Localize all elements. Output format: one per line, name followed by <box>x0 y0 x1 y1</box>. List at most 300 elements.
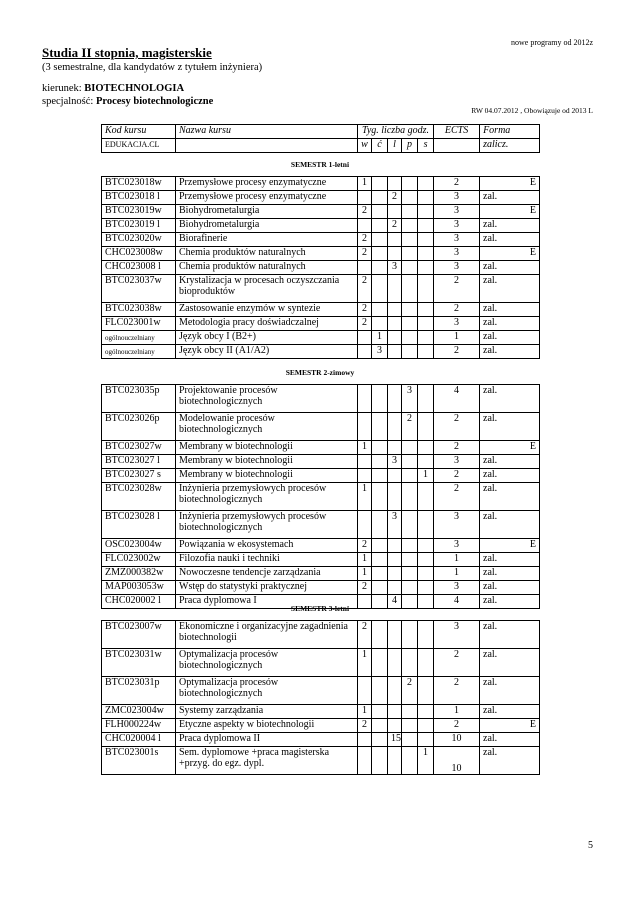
hours-p <box>402 177 418 191</box>
course-code: BTC023028 l <box>102 511 176 539</box>
ects-value: 3 <box>434 621 480 649</box>
hours-l <box>388 317 402 331</box>
semester-title: SEMESTR 2-zimowy <box>285 368 355 377</box>
hours-w: 1 <box>358 553 372 567</box>
hours-s <box>418 331 434 345</box>
hours-l: 4 <box>388 595 402 609</box>
hours-l <box>388 621 402 649</box>
course-name: Chemia produktów naturalnych <box>176 261 358 275</box>
course-name: Praca dyplomowa II <box>176 733 358 747</box>
semester-table <box>101 384 540 609</box>
rw-note: RW 04.07.2012 , Obowiązuje od 2013 L <box>471 106 593 115</box>
hours-p <box>402 219 418 233</box>
hours-w: 2 <box>358 621 372 649</box>
hours-p <box>402 747 418 775</box>
table-row <box>102 441 540 455</box>
ects-value: 1 <box>434 567 480 581</box>
ects-value: 2 <box>434 275 480 303</box>
ects-value: 2 <box>434 177 480 191</box>
table-row <box>102 413 540 441</box>
header-tyg: Tyg. liczba godz. <box>358 125 434 139</box>
hours-l <box>388 303 402 317</box>
table-row <box>102 511 540 539</box>
forma-cell <box>480 719 540 733</box>
hours-s <box>418 205 434 219</box>
table-row <box>102 261 540 275</box>
hours-l <box>388 747 402 775</box>
forma-value: zal. <box>483 345 498 356</box>
hours-s <box>418 385 434 413</box>
table-row <box>102 483 540 511</box>
hours-s <box>418 567 434 581</box>
hours-w <box>358 455 372 469</box>
table-row <box>102 649 540 677</box>
forma-cell <box>480 621 540 649</box>
semester-title: SEMESTR 3-letni <box>290 604 350 613</box>
hours-l: 2 <box>388 219 402 233</box>
ects-value: 3 <box>434 455 480 469</box>
table-row <box>102 705 540 719</box>
hours-l <box>388 413 402 441</box>
hours-l: 3 <box>388 511 402 539</box>
forma-cell <box>480 317 540 331</box>
hours-p <box>402 261 418 275</box>
header-nazwa: Nazwa kursu <box>176 125 358 139</box>
hours-l: 2 <box>388 191 402 205</box>
forma-cell <box>480 581 540 595</box>
table-row <box>102 733 540 747</box>
forma-cell <box>480 275 540 303</box>
hours-w: 2 <box>358 317 372 331</box>
ects-value: 10 <box>434 733 480 747</box>
course-code: BTC023031w <box>102 649 176 677</box>
ects-value: 3 <box>434 317 480 331</box>
hours-w <box>358 511 372 539</box>
ects-value: 2 <box>434 677 480 705</box>
ects-value: 3 <box>434 233 480 247</box>
hours-c <box>372 539 388 553</box>
hours-p <box>402 331 418 345</box>
course-name: Przemysłowe procesy enzymatyczne <box>176 191 358 205</box>
hours-c <box>372 705 388 719</box>
specjalnosc-line <box>42 96 213 107</box>
hours-p <box>402 345 418 359</box>
hours-w <box>358 345 372 359</box>
hours-c <box>372 621 388 649</box>
hours-s <box>418 483 434 511</box>
hours-s <box>418 191 434 205</box>
forma-value: zal. <box>483 483 498 494</box>
forma-cell <box>480 705 540 719</box>
course-name: Krystalizacja w procesach oczyszczania bioproduktów <box>176 275 358 303</box>
table-row <box>102 385 540 413</box>
forma-value: zal. <box>483 413 498 424</box>
hours-l <box>388 385 402 413</box>
hours-l <box>388 677 402 705</box>
course-code: ZMC023004w <box>102 705 176 719</box>
hours-p <box>402 205 418 219</box>
specjalnosc-label: specjalność: <box>42 96 96 107</box>
course-code: CHC023008w <box>102 247 176 261</box>
course-code: BTC023031p <box>102 677 176 705</box>
forma-cell <box>480 219 540 233</box>
kierunek-line <box>42 83 184 94</box>
hours-c <box>372 177 388 191</box>
forma-cell <box>480 177 540 191</box>
hours-s: 1 <box>418 747 434 775</box>
course-name: Optymalizacja procesów biotechnologicznych <box>176 649 358 677</box>
hours-w: 2 <box>358 275 372 303</box>
course-code: CHC020004 l <box>102 733 176 747</box>
exam-mark: E <box>529 441 536 452</box>
header-s: s <box>418 139 434 153</box>
ects-value: 10 <box>434 747 480 775</box>
forma-value: zal. <box>483 649 498 660</box>
hours-p: 2 <box>402 677 418 705</box>
exam-mark: E <box>529 539 536 550</box>
course-code: BTC023007w <box>102 621 176 649</box>
hours-w: 2 <box>358 539 372 553</box>
hours-c <box>372 483 388 511</box>
hours-s <box>418 733 434 747</box>
hours-c <box>372 385 388 413</box>
hours-p <box>402 191 418 205</box>
ects-value: 2 <box>434 345 480 359</box>
course-name: Inżynieria przemysłowych procesów biotechnologicznych <box>176 511 358 539</box>
course-code: BTC023026p <box>102 413 176 441</box>
forma-value: zal. <box>483 733 498 744</box>
ects-value: 2 <box>434 441 480 455</box>
forma-cell <box>480 539 540 553</box>
course-code: FLH000224w <box>102 719 176 733</box>
forma-cell <box>480 331 540 345</box>
table-row <box>102 719 540 733</box>
forma-cell <box>480 413 540 441</box>
hours-l <box>388 719 402 733</box>
hours-p <box>402 441 418 455</box>
header-zalicz: zalicz. <box>480 139 540 153</box>
hours-c <box>372 317 388 331</box>
forma-cell <box>480 649 540 677</box>
page-number: 5 <box>588 840 593 851</box>
forma-cell <box>480 441 540 455</box>
table-row <box>102 205 540 219</box>
hours-c <box>372 455 388 469</box>
table-row <box>102 331 540 345</box>
hours-w <box>358 747 372 775</box>
hours-l <box>388 581 402 595</box>
course-name: Projektowanie procesów biotechnologicznych <box>176 385 358 413</box>
forma-cell <box>480 205 540 219</box>
course-code: ogólnouczelniany <box>102 331 176 345</box>
hours-w: 1 <box>358 567 372 581</box>
forma-cell <box>480 247 540 261</box>
hours-p: 3 <box>402 385 418 413</box>
course-code: OSC023004w <box>102 539 176 553</box>
hours-p <box>402 511 418 539</box>
hours-s <box>418 649 434 677</box>
forma-value: zal. <box>483 191 498 202</box>
table-row <box>102 303 540 317</box>
forma-value: zal. <box>483 469 498 480</box>
hours-c <box>372 413 388 441</box>
hours-c <box>372 581 388 595</box>
hours-l <box>388 649 402 677</box>
course-code: MAP003053w <box>102 581 176 595</box>
forma-cell <box>480 455 540 469</box>
course-name: Biohydrometalurgia <box>176 205 358 219</box>
hours-s <box>418 511 434 539</box>
hours-p <box>402 317 418 331</box>
hours-s <box>418 247 434 261</box>
forma-value: zal. <box>483 261 498 272</box>
specjalnosc-value: Procesy biotechnologiczne <box>95 96 214 107</box>
hours-c <box>372 719 388 733</box>
hours-l <box>388 441 402 455</box>
course-code: CHC023008 l <box>102 261 176 275</box>
hours-p <box>402 303 418 317</box>
forma-value: zal. <box>483 705 498 716</box>
hours-c <box>372 511 388 539</box>
hours-w <box>358 413 372 441</box>
forma-value: zal. <box>483 233 498 244</box>
hours-l <box>388 247 402 261</box>
ects-value: 2 <box>434 469 480 483</box>
course-name: Nowoczesne tendencje zarządzania <box>176 567 358 581</box>
table-row <box>102 747 540 775</box>
hours-p <box>402 705 418 719</box>
hours-l <box>388 205 402 219</box>
hours-p <box>402 581 418 595</box>
hours-p <box>402 719 418 733</box>
course-code: FLC023002w <box>102 553 176 567</box>
hours-c <box>372 219 388 233</box>
forma-value: zal. <box>483 455 498 466</box>
course-code: BTC023019 l <box>102 219 176 233</box>
hours-s <box>418 219 434 233</box>
forma-cell <box>480 345 540 359</box>
course-name: Biohydrometalurgia <box>176 219 358 233</box>
course-name: Membrany w biotechnologii <box>176 469 358 483</box>
hours-s <box>418 455 434 469</box>
hours-p <box>402 483 418 511</box>
hours-s <box>418 581 434 595</box>
ects-value: 3 <box>434 581 480 595</box>
forma-cell <box>480 385 540 413</box>
course-code: CHC020002 l <box>102 595 176 609</box>
header-edukacja: EDUKACJA.CL <box>102 139 176 153</box>
course-name: Membrany w biotechnologii <box>176 441 358 455</box>
course-name: Metodologia pracy doświadczalnej <box>176 317 358 331</box>
ects-value: 3 <box>434 191 480 205</box>
course-name: Biorafinerie <box>176 233 358 247</box>
forma-cell <box>480 303 540 317</box>
course-code: BTC023038w <box>102 303 176 317</box>
table-row <box>102 621 540 649</box>
hours-c <box>372 649 388 677</box>
course-code: BTC023018w <box>102 177 176 191</box>
forma-cell <box>480 233 540 247</box>
header-c: ć <box>372 139 388 153</box>
hours-s <box>418 553 434 567</box>
hours-l <box>388 177 402 191</box>
hours-s <box>418 705 434 719</box>
hours-l <box>388 345 402 359</box>
kierunek-value: BIOTECHNOLOGIA <box>84 83 185 94</box>
table-row <box>102 567 540 581</box>
hours-c <box>372 191 388 205</box>
forma-value: zal. <box>483 567 498 578</box>
page-subtitle: (3 semestralne, dla kandydatów z tytułem inżyniera) <box>42 62 263 73</box>
hours-l <box>388 705 402 719</box>
table-row <box>102 469 540 483</box>
hours-c <box>372 303 388 317</box>
hours-w <box>358 733 372 747</box>
forma-cell <box>480 483 540 511</box>
hours-s <box>418 621 434 649</box>
hours-w: 1 <box>358 441 372 455</box>
semester-table <box>101 620 540 775</box>
ects-value: 3 <box>434 205 480 219</box>
hours-c <box>372 469 388 483</box>
hours-s: 1 <box>418 469 434 483</box>
hours-p <box>402 553 418 567</box>
hours-c <box>372 567 388 581</box>
hours-l <box>388 567 402 581</box>
table-row <box>102 539 540 553</box>
hours-s <box>418 261 434 275</box>
course-name: Filozofia nauki i techniki <box>176 553 358 567</box>
table-row <box>102 247 540 261</box>
hours-p <box>402 233 418 247</box>
course-code: BTC023018 l <box>102 191 176 205</box>
hours-w <box>358 261 372 275</box>
hours-s <box>418 413 434 441</box>
hours-s <box>418 275 434 303</box>
forma-value: zal. <box>483 553 498 564</box>
forma-cell <box>480 511 540 539</box>
forma-value: zal. <box>483 303 498 314</box>
hours-c <box>372 275 388 303</box>
hours-w: 1 <box>358 705 372 719</box>
forma-cell <box>480 191 540 205</box>
course-code: ZMZ000382w <box>102 567 176 581</box>
hours-l <box>388 233 402 247</box>
hours-l: 3 <box>388 261 402 275</box>
hours-l <box>388 553 402 567</box>
ects-value: 2 <box>434 719 480 733</box>
course-code: BTC023035p <box>102 385 176 413</box>
forma-cell <box>480 733 540 747</box>
hours-c <box>372 747 388 775</box>
hours-w <box>358 191 372 205</box>
hours-l <box>388 539 402 553</box>
forma-value: zal. <box>483 275 498 286</box>
semester-title: SEMESTR 1-letni <box>290 160 350 169</box>
forma-cell <box>480 553 540 567</box>
header-w: w <box>358 139 372 153</box>
forma-value: zal. <box>483 317 498 328</box>
hours-w <box>358 469 372 483</box>
course-name: Język obcy II (A1/A2) <box>176 345 358 359</box>
hours-p <box>402 567 418 581</box>
table-row <box>102 677 540 705</box>
forma-value: zal. <box>483 621 498 632</box>
course-code: BTC023027 s <box>102 469 176 483</box>
forma-cell <box>480 567 540 581</box>
course-name: Inżynieria przemysłowych procesów biotechnologicznych <box>176 483 358 511</box>
ects-value: 4 <box>434 385 480 413</box>
hours-l <box>388 483 402 511</box>
semester-table <box>101 176 540 359</box>
ects-value: 2 <box>434 303 480 317</box>
hours-p <box>402 621 418 649</box>
forma-cell <box>480 677 540 705</box>
ects-value: 3 <box>434 247 480 261</box>
hours-c <box>372 553 388 567</box>
course-name: Membrany w biotechnologii <box>176 455 358 469</box>
hours-c <box>372 733 388 747</box>
ects-value: 3 <box>434 261 480 275</box>
kierunek-label: kierunek: <box>42 83 85 94</box>
hours-l <box>388 275 402 303</box>
ects-value: 3 <box>434 219 480 233</box>
hours-p <box>402 733 418 747</box>
forma-cell <box>480 747 540 775</box>
hours-l <box>388 469 402 483</box>
forma-value: zal. <box>483 385 498 396</box>
course-name: Etyczne aspekty w biotechnologii <box>176 719 358 733</box>
hours-s <box>418 303 434 317</box>
course-code: BTC023027w <box>102 441 176 455</box>
course-code: ogólnouczelniany <box>102 345 176 359</box>
header-l: l <box>388 139 402 153</box>
hours-w <box>358 331 372 345</box>
forma-value: zal. <box>483 595 498 606</box>
course-code: BTC023019w <box>102 205 176 219</box>
course-name: Powiązania w ekosystemach <box>176 539 358 553</box>
hours-w: 2 <box>358 233 372 247</box>
ects-value: 4 <box>434 595 480 609</box>
hours-c <box>372 233 388 247</box>
course-code: BTC023028w <box>102 483 176 511</box>
hours-w: 2 <box>358 581 372 595</box>
ects-value: 3 <box>434 539 480 553</box>
course-name: Zastosowanie enzymów w syntezie <box>176 303 358 317</box>
hours-s <box>418 719 434 733</box>
hours-w: 1 <box>358 649 372 677</box>
hours-c <box>372 261 388 275</box>
hours-w <box>358 677 372 705</box>
header-ects-empty <box>434 139 480 153</box>
exam-mark: E <box>529 719 536 730</box>
hours-w: 2 <box>358 205 372 219</box>
course-code: BTC023027 l <box>102 455 176 469</box>
table-row <box>102 553 540 567</box>
forma-value: zal. <box>483 219 498 230</box>
hours-p <box>402 539 418 553</box>
hours-p <box>402 275 418 303</box>
hours-s <box>418 317 434 331</box>
hours-l <box>388 331 402 345</box>
table-row <box>102 581 540 595</box>
forma-cell <box>480 469 540 483</box>
ects-value: 1 <box>434 553 480 567</box>
hours-c <box>372 247 388 261</box>
top-note: nowe programy od 2012z <box>511 38 593 47</box>
ects-value: 2 <box>434 649 480 677</box>
course-code: FLC023001w <box>102 317 176 331</box>
